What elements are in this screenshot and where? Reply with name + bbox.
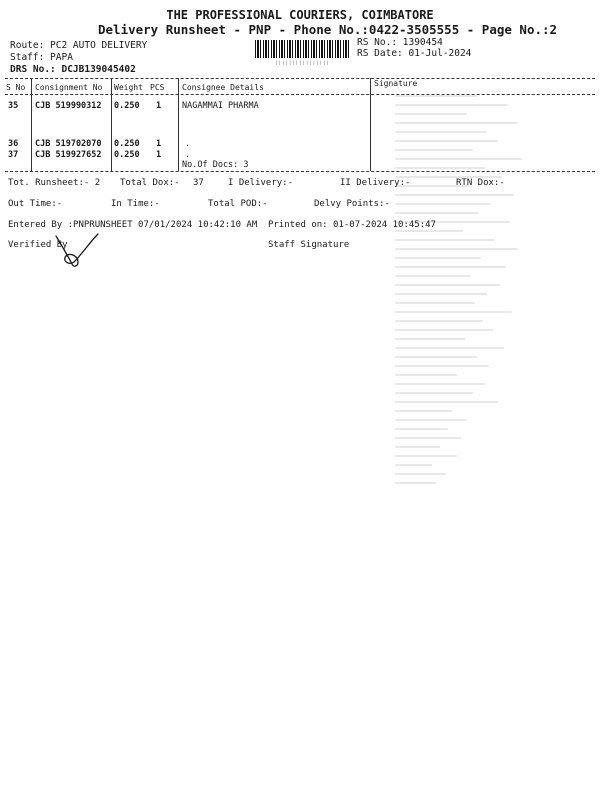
delvy-points: Delvy Points:- (314, 199, 390, 209)
column-header-consignment: Consignment No (35, 83, 103, 92)
handwritten-signature (52, 232, 102, 272)
row-sno: 37 (8, 150, 19, 160)
tot-runsheet: Tot. Runsheet:- 2 (8, 178, 101, 188)
reverse-side-bleed (395, 95, 600, 535)
company-name: THE PROFESSIONAL COURIERS, COIMBATORE (166, 8, 434, 22)
column-divider (31, 78, 32, 171)
row-pcs: 1 (156, 150, 162, 160)
rs-number: RS No.: 1390454 (357, 37, 443, 48)
table-top-rule (5, 78, 595, 79)
column-header-weight: Weight (114, 83, 143, 92)
row-consignee: . (185, 139, 191, 149)
runsheet-title: Delivery Runsheet - PNP - Phone No.:0422-3505555 - Page No.:2 (98, 22, 558, 37)
barcode-bars (255, 40, 350, 58)
row-consignment-no: CJB 519702070 (35, 139, 102, 149)
staff-signature: Staff Signature (268, 240, 350, 250)
drs-number: DRS No.: DCJB139045402 (10, 64, 136, 75)
row-consignment-no: CJB 519990312 (35, 101, 102, 111)
out-time: Out Time:- (8, 199, 63, 209)
column-divider (178, 78, 179, 171)
row-weight: 0.250 (114, 101, 140, 111)
barcode (255, 40, 350, 66)
row-sno: 36 (8, 139, 19, 149)
row-sno: 35 (8, 101, 19, 111)
entered-by: Entered By :PNPRUNSHEET 07/01/2024 10:42:10 AM (8, 220, 258, 230)
total-pod: Total POD:- (208, 199, 268, 209)
in-time: In Time:- (111, 199, 160, 209)
staff-label: Staff: PAPA (10, 52, 73, 63)
rs-date: RS Date: 01-Jul-2024 (357, 48, 472, 59)
column-header-signature: Signature (374, 79, 418, 88)
printed-on: Printed on: 01-07-2024 10:45:47 (268, 220, 436, 230)
total-dox-label: Total Dox:- (120, 178, 180, 188)
column-header-pcs: PCS (150, 83, 165, 92)
total-dox-value: 37 (193, 178, 204, 188)
verified-by: Verified By (8, 240, 68, 250)
column-divider (111, 78, 112, 171)
column-divider (370, 78, 371, 171)
column-header-sno: S No (6, 83, 26, 92)
route-label: Route: PC2 AUTO DELIVERY (10, 40, 148, 51)
row-weight: 0.250 (114, 139, 140, 149)
row-pcs: 1 (156, 101, 162, 111)
column-header-consignee: Consignee Details (182, 83, 264, 92)
row-consignee: . (185, 150, 191, 160)
no-of-docs: No.Of Docs: 3 (182, 160, 249, 170)
rtn-dox: RTN Dox:- (456, 178, 505, 188)
i-delivery: I Delivery:- (228, 178, 294, 188)
row-consignment-no: CJB 519927652 (35, 150, 102, 160)
row-pcs: 1 (156, 139, 162, 149)
barcode-digits: |||||||||||||||| (275, 60, 330, 65)
row-weight: 0.250 (114, 150, 140, 160)
ii-delivery: II Delivery:- (340, 178, 411, 188)
row-consignee: NAGAMMAI PHARMA (182, 101, 259, 111)
